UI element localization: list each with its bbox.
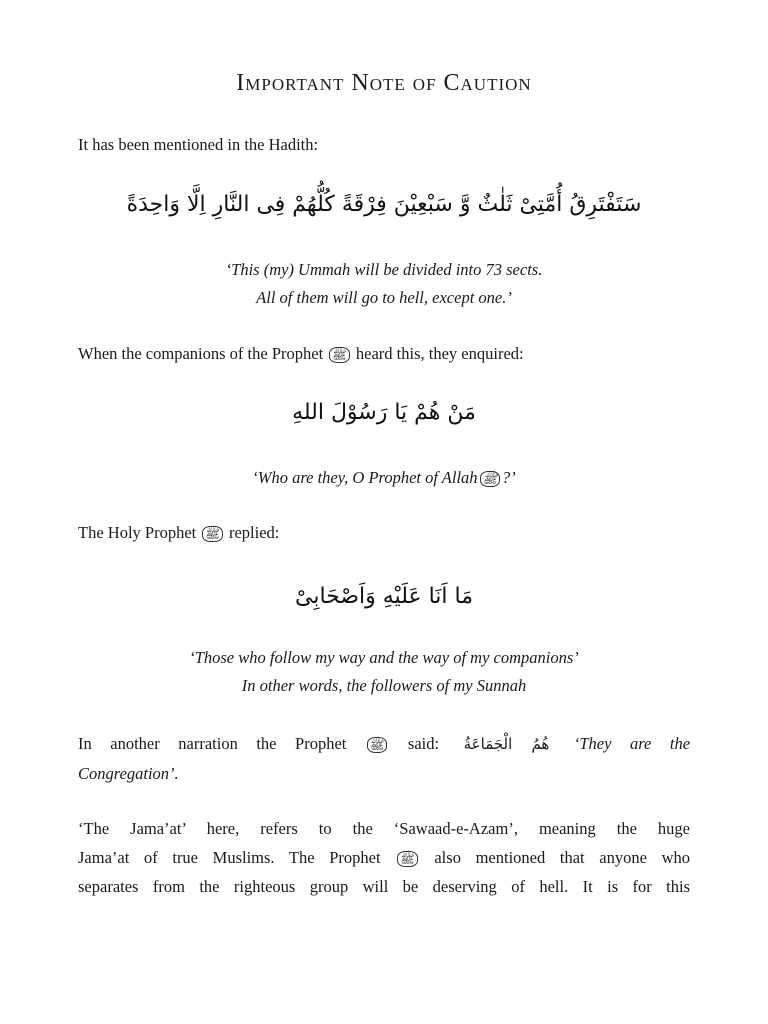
jamaat-line3: separates from the righteous group will be deserving of hell. It is for this xyxy=(78,877,690,896)
answer-translation xyxy=(0,644,768,700)
jamaat-paragraph xyxy=(78,814,690,901)
answer-translation-line1: ‘Those who follow my way and the way of my companions’ xyxy=(189,648,579,667)
narration-paragraph xyxy=(78,729,690,788)
companions-text-before: When the companions of the Prophet xyxy=(78,344,324,363)
narration-said: said: xyxy=(407,734,440,753)
replied-text-before: The Holy Prophet xyxy=(78,523,197,542)
page-title: Important Note of Caution xyxy=(236,70,532,96)
narration-arabic: هُمُ الْجَمَاعَةُ xyxy=(463,735,550,753)
narration-quote-end: Congregation’. xyxy=(78,764,179,783)
question-arabic: مَنْ هُمْ يَا رَسُوْلَ اللهِ xyxy=(292,400,476,425)
jamaat-line2-before: Jama’at of true Muslims. The Prophet xyxy=(78,848,381,867)
narration-quote-start: ‘They are the xyxy=(573,734,691,753)
hadith-translation-line1: ‘This (my) Ummah will be divided into 73 sects. xyxy=(225,260,543,279)
companions-text-after: heard this, they enquired: xyxy=(355,344,524,363)
jamaat-line1: ‘The Jama’at’ here, refers to the ‘Sawaad-e-Azam’, meaning the huge xyxy=(78,819,690,838)
salutation-icon: ﷺ xyxy=(329,347,350,363)
answer-translation-line2: In other words, the followers of my Sunnah xyxy=(241,676,527,695)
replied-paragraph xyxy=(78,518,690,547)
narration-line1 xyxy=(78,729,690,759)
question-translation xyxy=(0,464,768,492)
hadith-translation-line2: All of them will go to hell, except one.’ xyxy=(256,288,512,307)
narration-before: In another narration the Prophet xyxy=(78,734,347,753)
salutation-icon: ﷺ xyxy=(202,526,223,542)
question-translation-before: ‘Who are they, O Prophet of Allah xyxy=(252,468,478,487)
salutation-icon: ﷺ xyxy=(397,851,418,867)
answer-arabic: مَا اَنَا عَلَيْهِ وَاَصْحَابِىْ xyxy=(294,584,474,609)
salutation-icon: ﷺ xyxy=(480,471,501,487)
hadith-arabic: سَتَفْتَرِقُ أُمَّتِىْ ثَلٰثٌ وَّ سَبْعِيْنَ فِرْقَةً كُلُّهُمْ فِى النَّارِ اِلَّا وَاحِدَةً xyxy=(126,192,642,217)
replied-text-after: replied: xyxy=(228,523,280,542)
salutation-icon: ﷺ xyxy=(367,737,388,753)
jamaat-line2 xyxy=(78,843,690,872)
jamaat-line2-after: also mentioned that anyone who xyxy=(434,848,691,867)
question-translation-after: ?’ xyxy=(502,468,516,487)
intro-paragraph: It has been mentioned in the Hadith: xyxy=(78,135,319,154)
companions-paragraph xyxy=(78,339,690,368)
hadith-translation xyxy=(0,256,768,312)
